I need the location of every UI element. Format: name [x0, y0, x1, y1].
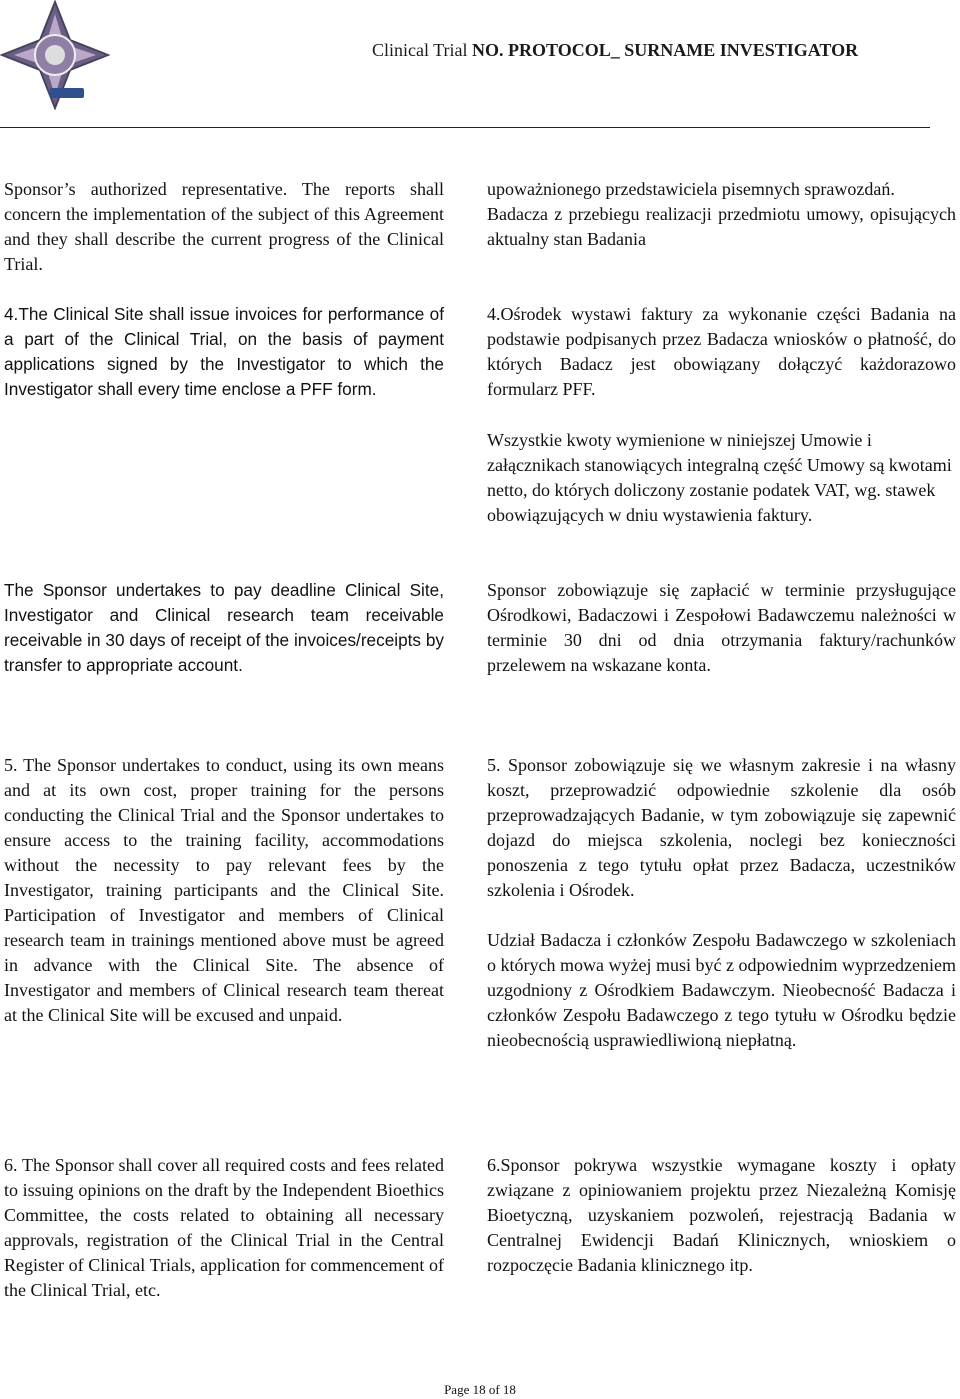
- en-paragraph-invoices: 4.The Clinical Site shall issue invoices for performance of a part of the Clinical Trial, on the basis of payment applications signed by the Investigator to which the Investigator shall every time enclose a PFF form.: [4, 304, 444, 399]
- cross-emblem-logo-icon: [0, 0, 110, 110]
- pl-paragraph-payment: Sponsor zobowiązuje się zapłacić w terminie przysługujące Ośrodkowi, Badaczowi i Zespołowi Badawczemu należności w terminie 30 dni od dnia otrzymania faktury/rachunków przelewem na wskazane konta.: [487, 580, 956, 675]
- pl-paragraph-reports: [487, 177, 956, 252]
- page-number: Page 18 of 18: [444, 1382, 516, 1397]
- pl-paragraph-training: 5. Sponsor zobowiązuje się we własnym zakresie i na własny koszt, przeprowadzić odpowiednie szkolenie dla osób przeprowadzających Badanie, w tym zobowiązuje się zapewnić dojazd do miejsca szkolenia, noclegi bez konieczności ponoszenia z tego tytułu opłat przez Badacza, uczestników szkolenia i Ośrodek.: [487, 755, 956, 900]
- header-rule: [0, 127, 930, 128]
- en-paragraph-training: 5. The Sponsor undertakes to conduct, using its own means and at its own cost, proper training for the persons conducting the Clinical Trial and the Sponsor undertakes to ensure access to the training facility, accommodations without the necessity to pay relevant fees by the Investigator, training participants and the Clinical Site. Participation of Investigator and members of Clinical research team in trainings mentioned above must be agreed in advance with the Clinical Site. The absence of Investigator and members of Clinical research team thereat at the Clinical Site will be excused and unpaid.: [4, 755, 444, 1025]
- en-paragraph-costs: 6. The Sponsor shall cover all required costs and fees related to issuing opinions on the draft by the Independent Bioethics Committee, the costs related to obtaining all necessary approvals, registration of the Clinical Trial in the Central Register of Clinical Trials, application for commencement of the Clinical Trial, etc.: [4, 1155, 444, 1300]
- header-title-prefix: Clinical Trial: [372, 40, 468, 60]
- en-paragraph-payment: The Sponsor undertakes to pay deadline Clinical Site, Investigator and Clinical research team receivable receivable in 30 days of receipt of the invoices/receipts by transfer to appropriate account.: [4, 580, 444, 675]
- pl-paragraph-vat: Wszystkie kwoty wymienione w niniejszej Umowie i załącznikach stanowiących integralną część Umowy są kwotami netto, do których doliczony zostanie podatek VAT, wg. stawek obowiązujących w dniu wystawienia faktury.: [487, 430, 952, 525]
- pl-reports-line2: Badacza z przebiegu realizacji przedmiotu umowy, opisujących aktualny stan Badania: [487, 204, 956, 249]
- pl-paragraph-costs: 6.Sponsor pokrywa wszystkie wymagane koszty i opłaty związane z opiniowaniem projektu przez Niezależną Komisję Bioetyczną, uzyskaniem pozwoleń, rejestracją Badania w Centralnej Ewidencji Badań Klinicznych, wnioskiem o rozpoczęcie Badania klinicznego itp.: [487, 1155, 956, 1275]
- pl-paragraph-invoices: 4.Ośrodek wystawi faktury za wykonanie części Badania na podstawie podpisanych przez Badacza wniosków o płatność, do których Badacz jest obowiązany dołączyć każdorazowo formularz PFF.: [487, 304, 956, 399]
- en-paragraph-reports: Sponsor’s authorized representative. The reports shall concern the implementation of the subject of this Agreement and they shall describe the current progress of the Clinical Trial.: [4, 179, 444, 274]
- pl-paragraph-participation: Udział Badacza i członków Zespołu Badawczego w szkoleniach o których mowa wyżej musi być z odpowiednim wyprzedzeniem uzgodniony z Ośrodkiem Badawczym. Nieobecność Badacza i członków Zespołu Badawczego z tego tytułu w Ośrodku będzie nieobecnością usprawiedliwioną niepłatną.: [487, 930, 956, 1050]
- header-title-protocol: NO. PROTOCOL_ SURNAME INVESTIGATOR: [472, 40, 859, 60]
- pl-reports-line1: upoważnionego przedstawiciela pisemnych sprawozdań.: [487, 179, 895, 199]
- header-title: [372, 40, 858, 61]
